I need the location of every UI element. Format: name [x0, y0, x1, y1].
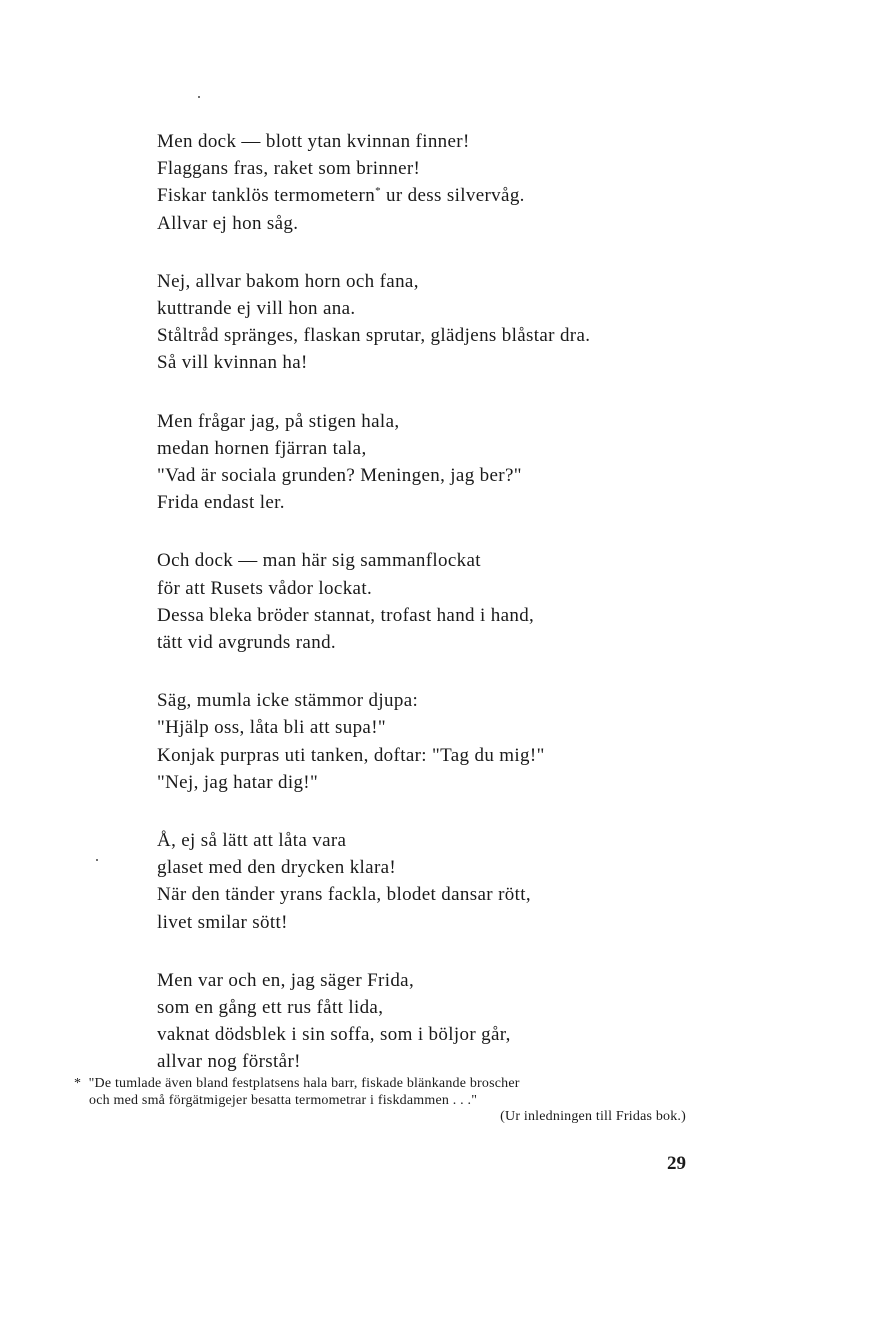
- poem-line-tail: ur dess silvervåg.: [380, 185, 525, 207]
- poem-line: Men var och en, jag säger Frida,: [157, 969, 415, 991]
- footnote-marker: *: [74, 1076, 82, 1091]
- poem-line: Å, ej så lätt att låta vara: [157, 830, 347, 852]
- poem-line: Men dock — blott ytan kvinnan finner!: [157, 131, 470, 152]
- poem-line: Säg, mumla icke stämmor djupa:: [157, 690, 419, 712]
- stanza-7: [157, 967, 777, 1076]
- poem-line: Flaggans fras, raket som brinner!: [157, 158, 421, 180]
- stanza-2: [157, 268, 777, 377]
- poem-line: "Hjälp oss, låta bli att supa!": [157, 717, 386, 739]
- poem-line: medan hornen fjärran tala,: [157, 437, 367, 459]
- poem-line: Frida endast ler.: [157, 492, 285, 514]
- footnote-line-2: och med små förgätmigejer besatta termometrar i fiskdammen . . .": [89, 1092, 478, 1108]
- poem-line: "Vad är sociala grunden? Meningen, jag ber?": [157, 465, 522, 487]
- stanza-6: [157, 827, 777, 936]
- poem-line: Och dock — man här sig sammanflockat: [157, 550, 481, 572]
- poem: [157, 128, 777, 1107]
- stanza-3: [157, 408, 777, 517]
- stanza-4: [157, 547, 777, 656]
- poem-line: tätt vid avgrunds rand.: [157, 632, 337, 654]
- footnote-source: (Ur inledningen till Fridas bok.): [500, 1109, 686, 1124]
- poem-line: Allvar ej hon såg.: [157, 212, 299, 234]
- poem-line: vaknat dödsblek i sin soffa, som i böljor går,: [157, 1024, 511, 1046]
- poem-line: allvar nog förstår!: [157, 1051, 301, 1073]
- poem-line: När den tänder yrans fackla, blodet dansar rött,: [157, 884, 531, 906]
- page-number: 29: [667, 1153, 686, 1174]
- poem-line: kuttrande ej vill hon ana.: [157, 298, 356, 320]
- poem-line-with-footnote: [157, 182, 777, 209]
- poem-line: för att Rusets vådor lockat.: [157, 577, 373, 599]
- poem-line: livet smilar sött!: [157, 911, 288, 933]
- poem-line-head: Fiskar tanklös termometern: [157, 185, 376, 207]
- footnote-text: "De tumlade även bland festplatsens hala barr, fiskade blänkande broscher: [88, 1076, 520, 1091]
- poem-line: "Nej, jag hatar dig!": [157, 771, 319, 793]
- poem-line: Ståltråd spränges, flaskan sprutar, glädjens blåstar dra.: [157, 325, 591, 347]
- stanza-1: [157, 128, 777, 237]
- print-speck: [96, 859, 98, 861]
- footnote-reference-mark: *: [375, 185, 381, 198]
- footnote-line-1: [74, 1076, 694, 1093]
- poem-line: Konjak purpras uti tanken, doftar: "Tag du mig!": [157, 744, 545, 766]
- poem-line: Så vill kvinnan ha!: [157, 352, 308, 374]
- stanza-5: [157, 687, 777, 796]
- poem-line: som en gång ett rus fått lida,: [157, 997, 384, 1019]
- poem-line: Men frågar jag, på stigen hala,: [157, 410, 400, 432]
- poem-line: Dessa bleka bröder stannat, trofast hand i hand,: [157, 604, 535, 626]
- print-speck: [198, 96, 200, 98]
- poem-line: Nej, allvar bakom horn och fana,: [157, 270, 419, 292]
- footnote: [74, 1076, 694, 1126]
- poem-line: glaset med den drycken klara!: [157, 857, 397, 879]
